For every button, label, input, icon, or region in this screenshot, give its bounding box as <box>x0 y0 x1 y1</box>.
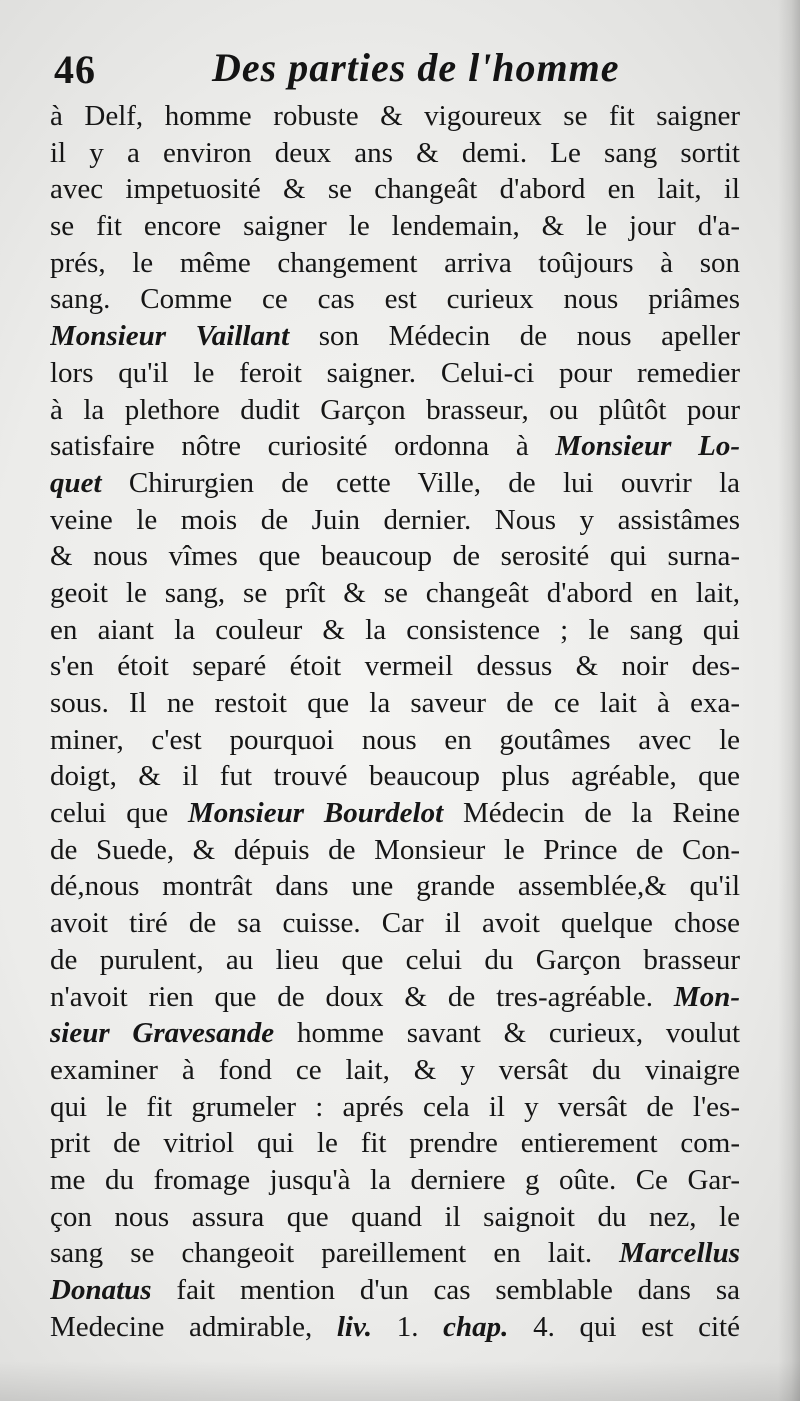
italic-text-span: Monsieur Vaillant <box>50 320 290 353</box>
text-line <box>50 1309 740 1346</box>
text-span: celui que <box>50 797 188 830</box>
text-span: n'avoit rien que de doux & de tres-agréable. <box>50 980 674 1013</box>
body-text <box>50 98 740 1345</box>
text-line <box>50 722 740 759</box>
text-span: Medecine admirable, <box>50 1310 337 1343</box>
italic-text-span: Marcellus <box>619 1237 740 1270</box>
italic-text-span: chap. <box>443 1310 509 1343</box>
text-line <box>50 98 740 135</box>
text-span: prés, le même changement arriva toûjours à son <box>50 246 740 279</box>
text-line <box>50 1199 740 1236</box>
text-line <box>50 208 740 245</box>
text-span: avoit tiré de sa cuisse. Car il avoit quelque chose <box>50 907 740 940</box>
text-line <box>50 1235 740 1272</box>
running-title: Des parties de l'homme <box>212 45 620 90</box>
page-header <box>54 42 744 100</box>
text-span: doigt, & il fut trouvé beaucoup plus agréable, que <box>50 760 740 793</box>
text-line <box>50 502 740 539</box>
text-line <box>50 685 740 722</box>
text-span: çon nous assura que quand il saignoit du nez, le <box>50 1200 740 1233</box>
text-span: veine le mois de Juin dernier. Nous y assistâmes <box>50 503 740 536</box>
italic-text-span: Donatus <box>50 1274 152 1306</box>
text-span: s'en étoit separé étoit vermeil dessus & noir des- <box>50 650 740 683</box>
text-line <box>50 465 740 502</box>
text-span: geoit le sang, se prît & se changeât d'abord en lait, <box>50 576 740 609</box>
italic-text-span: Monsieur Lo- <box>555 430 740 463</box>
text-span: miner, c'est pourquoi nous en goutâmes avec le <box>50 723 740 756</box>
text-span: sang. Comme ce cas est curieux nous priâmes <box>50 283 740 316</box>
page-bottom-shadow <box>0 1361 800 1401</box>
text-span: sous. Il ne restoit que la saveur de ce lait à exa- <box>50 687 740 719</box>
text-span: qui le fit grumeler : aprés cela il y versât de l'es- <box>50 1090 740 1123</box>
text-line <box>50 1052 740 1089</box>
text-span: à Delf, homme robuste & vigoureux se fit saigner <box>50 100 740 132</box>
text-line <box>50 318 740 355</box>
text-line <box>50 171 740 208</box>
text-line <box>50 281 740 318</box>
italic-text-span: quet <box>50 466 102 499</box>
text-line <box>50 1162 740 1199</box>
text-span: en aiant la couleur & la consistence ; le sang qui <box>50 613 740 646</box>
text-line <box>50 538 740 575</box>
italic-text-span: liv. <box>336 1310 373 1343</box>
text-line <box>50 905 740 942</box>
text-line <box>50 355 740 392</box>
text-span: Chirurgien de cette Ville, de lui ouvrir la <box>101 466 740 499</box>
text-span: homme savant & curieux, voulut <box>274 1017 740 1050</box>
italic-text-span: sieur Gravesande <box>50 1017 275 1050</box>
text-line <box>50 979 740 1016</box>
text-line <box>50 575 740 612</box>
text-span: à la plethore dudit Garçon brasseur, ou plûtôt pour <box>50 393 740 426</box>
text-line <box>50 245 740 282</box>
text-line <box>50 795 740 832</box>
text-line <box>50 392 740 429</box>
text-span: lors qu'il le feroit saigner. Celui-ci pour remedier <box>50 356 740 389</box>
text-line <box>50 1089 740 1126</box>
text-span: examiner à fond ce lait, & y versât du vinaigre <box>50 1053 740 1086</box>
text-span: se fit encore saigner le lendemain, & le jour d'a- <box>50 210 740 243</box>
page-edge-shadow <box>778 0 800 1401</box>
italic-text-span: Mon- <box>673 980 740 1013</box>
text-line <box>50 135 740 172</box>
text-span: il y a environ deux ans & demi. Le sang sortit <box>50 136 740 169</box>
text-line <box>50 832 740 869</box>
text-line <box>50 1015 740 1052</box>
text-span: fait mention d'un cas semblable dans sa <box>151 1274 740 1306</box>
page-number: 46 <box>54 47 96 92</box>
text-line <box>50 428 740 465</box>
text-span: de purulent, au lieu que celui du Garçon brasseur <box>50 943 740 976</box>
text-span: me du fromage jusqu'à la derniere g oûte. Ce Gar- <box>50 1163 740 1196</box>
text-line <box>50 868 740 905</box>
text-span: dé,nous montrât dans une grande assemblée,& qu'il <box>50 870 740 903</box>
text-span: Médecin de la Reine <box>443 797 740 830</box>
text-span: sang se changeoit pareillement en lait. <box>50 1237 620 1270</box>
text-line <box>50 612 740 649</box>
text-line <box>50 942 740 979</box>
text-line <box>50 1125 740 1162</box>
text-line <box>50 1272 740 1309</box>
text-line <box>50 758 740 795</box>
text-span: de Suede, & dépuis de Monsieur le Prince de Con- <box>50 833 740 866</box>
text-span: satisfaire nôtre curiosité ordonna à <box>50 430 556 463</box>
text-span: son Médecin de nous apeller <box>289 320 740 353</box>
italic-text-span: Monsieur Bourdelot <box>187 797 444 830</box>
text-span: & nous vîmes que beaucoup de serosité qui surna- <box>50 540 740 573</box>
text-span: avec impetuosité & se changeât d'abord en lait, il <box>50 173 740 206</box>
text-span: prit de vitriol qui le fit prendre entierement com- <box>50 1127 740 1160</box>
text-line <box>50 648 740 685</box>
text-span: 4. qui est cité <box>508 1310 740 1343</box>
text-span: 1. <box>372 1310 444 1343</box>
